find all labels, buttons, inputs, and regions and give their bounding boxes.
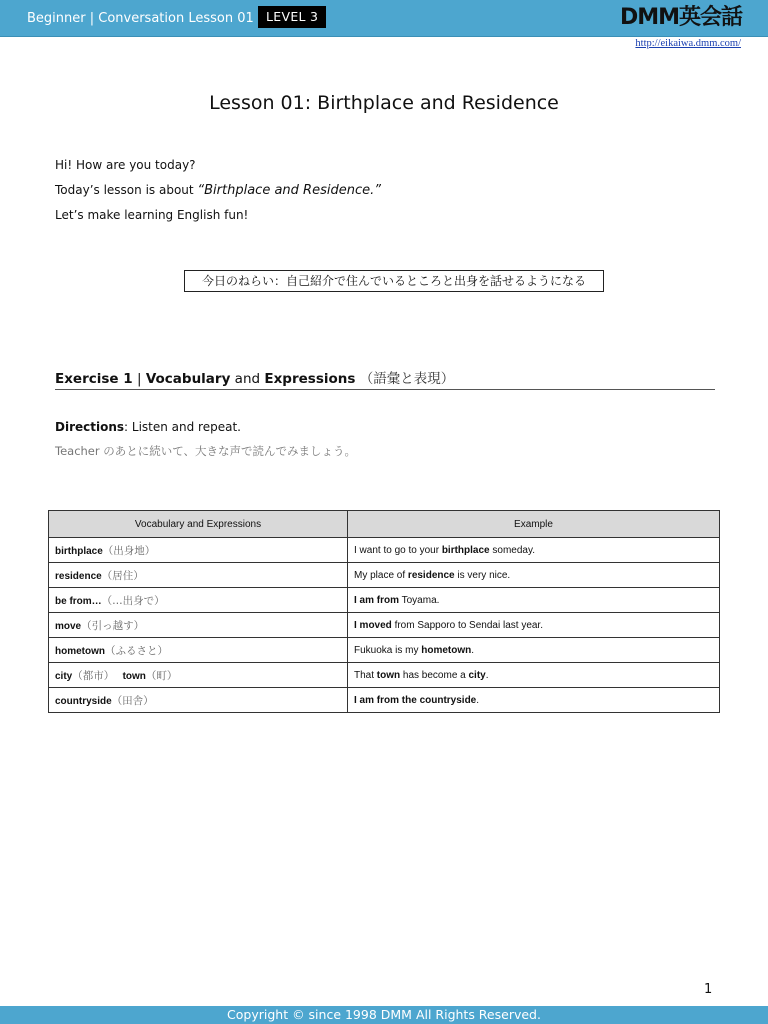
example-cell: I moved from Sapporo to Sendai last year. — [348, 613, 720, 638]
dmm-logo: DMM英会話 — [619, 5, 742, 30]
vocab-term-jp: （ふるさと） — [105, 644, 168, 657]
example-cell: I am from the countryside. — [348, 688, 720, 713]
column-header-vocabulary: Vocabulary and Expressions — [49, 511, 348, 538]
exercise-heading: Exercise 1 | Vocabulary and Expressions （語彙と表現） — [55, 367, 715, 390]
lesson-goal-box: 今日のねらい：自己紹介で住んでいるところと出身を話せるようになる — [184, 270, 604, 292]
vocab-term-jp: （出身地） — [102, 544, 156, 557]
table-row — [49, 663, 720, 688]
vocab-term-cell — [49, 638, 348, 663]
vocab-term-cell — [49, 563, 348, 588]
vocab-term: be from… — [55, 595, 102, 607]
table-row — [49, 613, 720, 638]
intro-line-2: Today’s lesson is about “Birthplace and Residence.” — [55, 182, 381, 198]
table-row — [49, 538, 720, 563]
directions: Directions: Listen and repeat. — [55, 420, 241, 434]
table-row — [49, 588, 720, 613]
vocab-term: birthplace — [55, 545, 103, 557]
vocab-term-cell — [49, 688, 348, 713]
intro-text — [55, 153, 381, 228]
column-header-example: Example — [348, 511, 720, 538]
vocab-term-2: town — [122, 670, 146, 682]
vocab-term-jp: （居住） — [101, 569, 144, 582]
vocab-term-jp: （引っ越す） — [81, 619, 145, 632]
vocab-term-jp: （都市） — [72, 669, 115, 682]
vocab-term-2-jp: （町） — [145, 669, 178, 682]
vocab-term: city — [55, 670, 73, 682]
table-row — [49, 638, 720, 663]
page-number: 1 — [704, 982, 713, 997]
vocab-term: move — [55, 620, 82, 632]
page-header — [0, 0, 768, 37]
intro-line-3: Let’s make learning English fun! — [55, 208, 249, 222]
lesson-title: Lesson 01: Birthplace and Residence — [209, 92, 559, 114]
level-badge: LEVEL 3 — [258, 6, 326, 28]
lesson-topic: “Birthplace and Residence.” — [197, 182, 381, 198]
vocabulary-table — [48, 510, 720, 713]
directions-jp: Teacher のあとに続いて、大きな声で読んでみましょう。 — [55, 444, 357, 458]
vocab-term-cell — [49, 613, 348, 638]
vocab-term-cell — [49, 588, 348, 613]
table-row — [49, 563, 720, 588]
vocab-term-cell — [49, 538, 348, 563]
vocab-term: residence — [55, 570, 102, 582]
example-cell: That town has become a city. — [348, 663, 720, 688]
example-cell: My place of residence is very nice. — [348, 563, 720, 588]
example-cell: I want to go to your birthplace someday. — [348, 538, 720, 563]
vocab-term: countryside — [55, 695, 112, 707]
vocab-term: hometown — [55, 645, 105, 657]
example-cell: I am from Toyama. — [348, 588, 720, 613]
vocab-term-jp: （…出身で） — [101, 594, 165, 607]
site-link[interactable]: http://eikaiwa.dmm.com/ — [635, 38, 741, 49]
vocab-term-cell — [49, 663, 348, 688]
intro-line-1: Hi! How are you today? — [55, 158, 196, 172]
table-row — [49, 688, 720, 713]
example-cell: Fukuoka is my hometown. — [348, 638, 720, 663]
vocab-term-jp: （田舎） — [111, 694, 154, 707]
copyright-footer: Copyright © since 1998 DMM All Rights Reserved. — [0, 1006, 768, 1024]
breadcrumb: Beginner | Conversation Lesson 01 — [27, 11, 254, 26]
